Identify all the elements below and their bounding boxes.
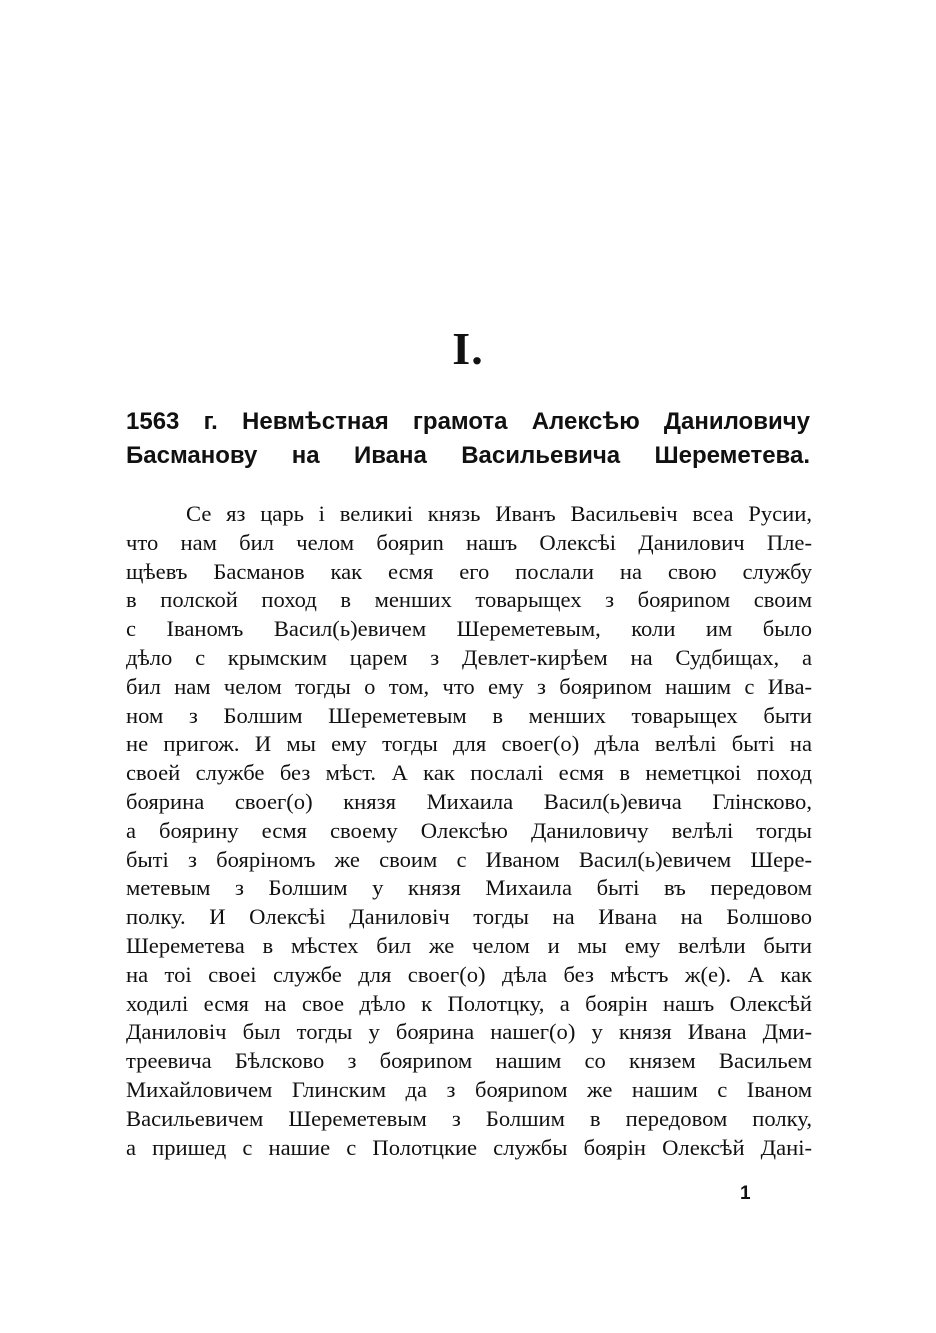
text-line: ном з Болшим Шереметевым в менших товарыщех быти [126, 702, 812, 728]
body-text [126, 500, 812, 1162]
text-line: метевым з Болшим у князя Михаила быті въ передовом [126, 875, 812, 901]
text-line: быті з бояріномъ же своим с Иваном Васил(ь)евичем Шере- [126, 846, 812, 872]
document-heading [126, 405, 810, 473]
text-line: полку. И Олексѣі Даниловіч тогды на Ивана на Болшово [126, 904, 812, 930]
text-line: дѣло с крымским царем з Девлет-кирѣем на Судбищах, а [126, 644, 812, 670]
text-line: треевича Бѣлсково з бояриnом нашим со князем Васильем [126, 1048, 812, 1074]
chapter-number: I. [452, 323, 484, 374]
text-line: ходилі есмя на свое дѣло к Полотцку, а боярін нашъ Олексѣй [126, 990, 812, 1016]
text-line: щѣевъ Басманов как есмя его послали на свою службу [126, 558, 812, 584]
text-line: а пришед с нашие с Полотцкие службы боярін Олексѣй Дані- [126, 1134, 812, 1160]
heading-line-1: 1563 г. Невмѣстная грамота Алексѣю Даниловичу [126, 408, 810, 435]
page-number: 1 [740, 1183, 751, 1204]
heading-line-2: Басманову на Ивана Васильевича Шереметева. [126, 442, 810, 469]
text-line: Се яз царь і великиі князь Иванъ Васильевіч всеа Русии, [186, 501, 812, 526]
text-line: с Іваномъ Васил(ь)евичем Шереметевым, коли им было [126, 616, 812, 642]
text-line: в полской поход в меншиx товарыщех з бояриnом своим [126, 587, 812, 613]
text-line: что нам бил челом бояриn нашъ Олексѣі Данилович Пле- [126, 529, 812, 555]
text-line: Васильевичем Шереметевым з Болшим в передовом полку, [126, 1105, 812, 1131]
text-line: Шереметева в мѣстех бил же челом и мы ему велѣли быти [126, 932, 812, 958]
text-line: боярина своег(о) князя Михаила Васил(ь)евича Глінсково, [126, 788, 812, 814]
text-line: своей службе без мѣст. А как послалі есмя в неметцкоі поход [126, 760, 812, 786]
text-line: на тоі своеі службе для своег(о) дѣла без мѣстъ ж(е). А как [126, 961, 812, 987]
text-line: бил нам челом тогды о том, что ему з бояриnом нашим с Ива- [126, 673, 812, 699]
text-line: Даниловіч был тогды у боярина нашег(о) у князя Ивана Дми- [126, 1019, 812, 1045]
text-line: не пригож. И мы ему тогды для своег(о) дѣла велѣлі быті на [126, 731, 812, 757]
text-line: а боярину есмя своему Олексѣю Даниловичу велѣлі тогды [126, 817, 812, 843]
text-line: Михайловичем Глинским да з бояриnом же нашим с Іваном [126, 1076, 812, 1102]
